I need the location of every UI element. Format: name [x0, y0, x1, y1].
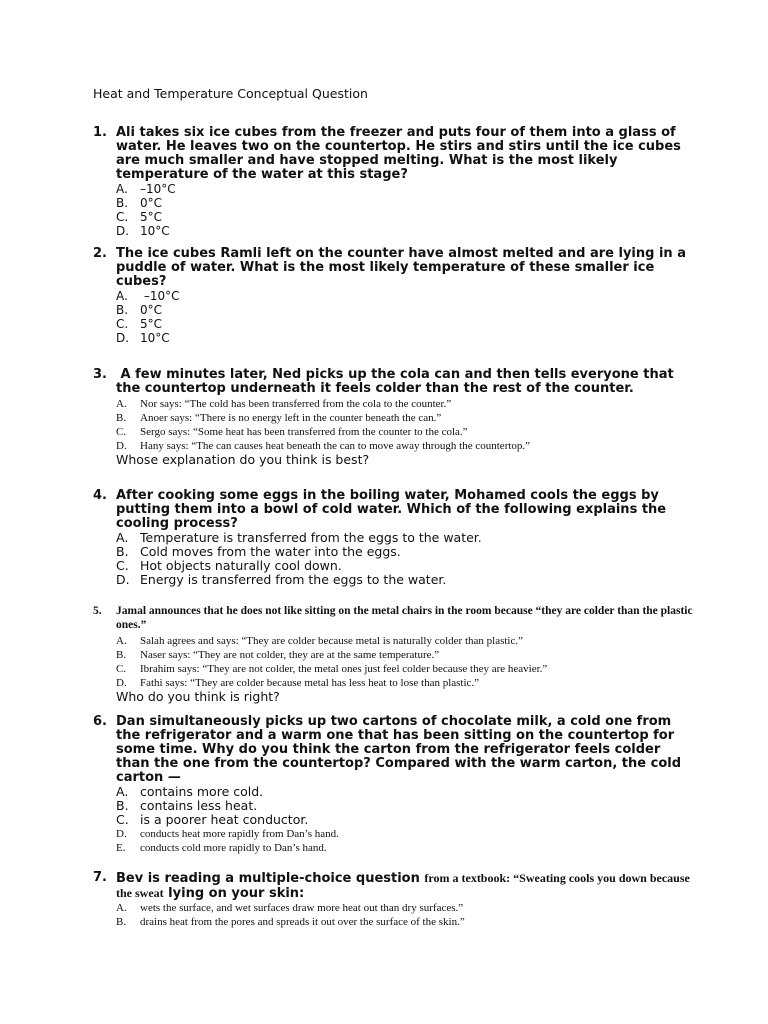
question-2	[93, 247, 693, 345]
page-title: Heat and Temperature Conceptual Question	[93, 86, 368, 101]
option-c: C. 5°C	[116, 210, 163, 224]
option-a: A. Salah agrees and says: “They are colder because metal is naturally colder than plastic.”	[116, 635, 524, 647]
question-number: 1.	[93, 125, 107, 140]
question-text: The ice cubes Ramli left on the counter have almost melted and are lying in a puddle of water. What is the most likely temperature of these smaller ice cubes?	[116, 246, 686, 289]
question-text: A few minutes later, Ned picks up the cola can and then tells everyone that the countertop underneath it feels colder than the rest of the counter.	[116, 367, 679, 396]
option-b: B. Cold moves from the water into the eggs.	[116, 544, 401, 559]
option-b: B. 0°C	[116, 196, 163, 210]
option-d: D. 10°C	[116, 224, 170, 238]
follow-up-question: Whose explanation do you think is best?	[116, 452, 370, 467]
question-number: 6.	[93, 714, 107, 729]
question-text: After cooking some eggs in the boiling water, Mohamed cools the eggs by putting them into a bowl of cold water. Which of the following explains the cooling process?	[116, 488, 667, 531]
option-c: C. Ibrahim says: “They are not colder, the metal ones just feel colder because they are heavier.”	[116, 663, 548, 675]
option-b: B. contains less heat.	[116, 798, 258, 813]
question-number: 5.	[93, 605, 102, 617]
option-a: A. Temperature is transferred from the eggs to the water.	[116, 530, 482, 545]
follow-up-question: Who do you think is right?	[116, 689, 280, 704]
question-text: Bev is reading a multiple-choice question from a textbook: “Sweating cools you down because the sweat lying on your skin:	[116, 871, 690, 901]
option-b: B. Naser says: “They are not colder, they are at the same temperature.”	[116, 649, 440, 661]
option-d: D. 10°C	[116, 331, 170, 345]
option-b: B. 0°C	[116, 303, 163, 317]
option-a: A. wets the surface, and wet surfaces draw more heat out than dry surfaces.”	[116, 902, 464, 914]
option-c: C. is a poorer heat conductor.	[116, 812, 309, 827]
question-3	[93, 368, 693, 467]
option-a: A. Nor says: “The cold has been transferred from the cola to the counter.”	[116, 398, 452, 410]
option-a: A. –10°C	[116, 182, 176, 196]
option-d: D. Fathi says: “They are colder because metal has less heat to lose than plastic.”	[116, 677, 480, 689]
option-c: C. 5°C	[116, 317, 163, 331]
option-b: B. drains heat from the pores and spreads it out over the surface of the skin.”	[116, 916, 465, 928]
option-a: A. –10°C	[116, 289, 180, 303]
question-text: Jamal announces that he does not like sitting on the metal chairs in the room because “they are colder than the plastic ones.”	[116, 605, 693, 631]
question-1	[93, 126, 693, 238]
option-c: C. Sergo says: “Some heat has been transferred from the counter to the cola.”	[116, 426, 468, 438]
question-number: 2.	[93, 246, 107, 261]
question-text: Dan simultaneously picks up two cartons of chocolate milk, a cold one from the refrigerator and a warm one that has been sitting on the countertop for some time. Why do you think the carton from the refrigerator feels colder than the one from the countertop? Compared with the warm carton, the cold carton —	[116, 714, 682, 785]
option-e: E. conducts cold more rapidly to Dan’s hand.	[116, 842, 327, 854]
option-d: D. conducts heat more rapidly from Dan’s hand.	[116, 828, 339, 840]
question-6	[93, 715, 693, 855]
question-number: 3.	[93, 367, 107, 382]
question-7	[93, 871, 693, 929]
option-b: B. Anoer says: “There is no energy left in the counter beneath the can.”	[116, 412, 442, 424]
option-d: D. Energy is transferred from the eggs to the water.	[116, 572, 447, 587]
question-number: 4.	[93, 488, 107, 503]
option-d: D. Hany says: “The can causes heat beneath the can to move away through the countertop.”	[116, 440, 531, 452]
question-4	[93, 489, 693, 587]
option-c: C. Hot objects naturally cool down.	[116, 558, 342, 573]
option-a: A. contains more cold.	[116, 784, 264, 799]
question-5	[93, 604, 693, 704]
question-text: Ali takes six ice cubes from the freezer and puts four of them into a glass of water. He leaves two on the countertop. He stirs and stirs until the ice cubes are much smaller and have stopped melting. What is the most likely temperature of the water at this stage?	[116, 125, 681, 182]
question-number: 7.	[93, 870, 107, 885]
